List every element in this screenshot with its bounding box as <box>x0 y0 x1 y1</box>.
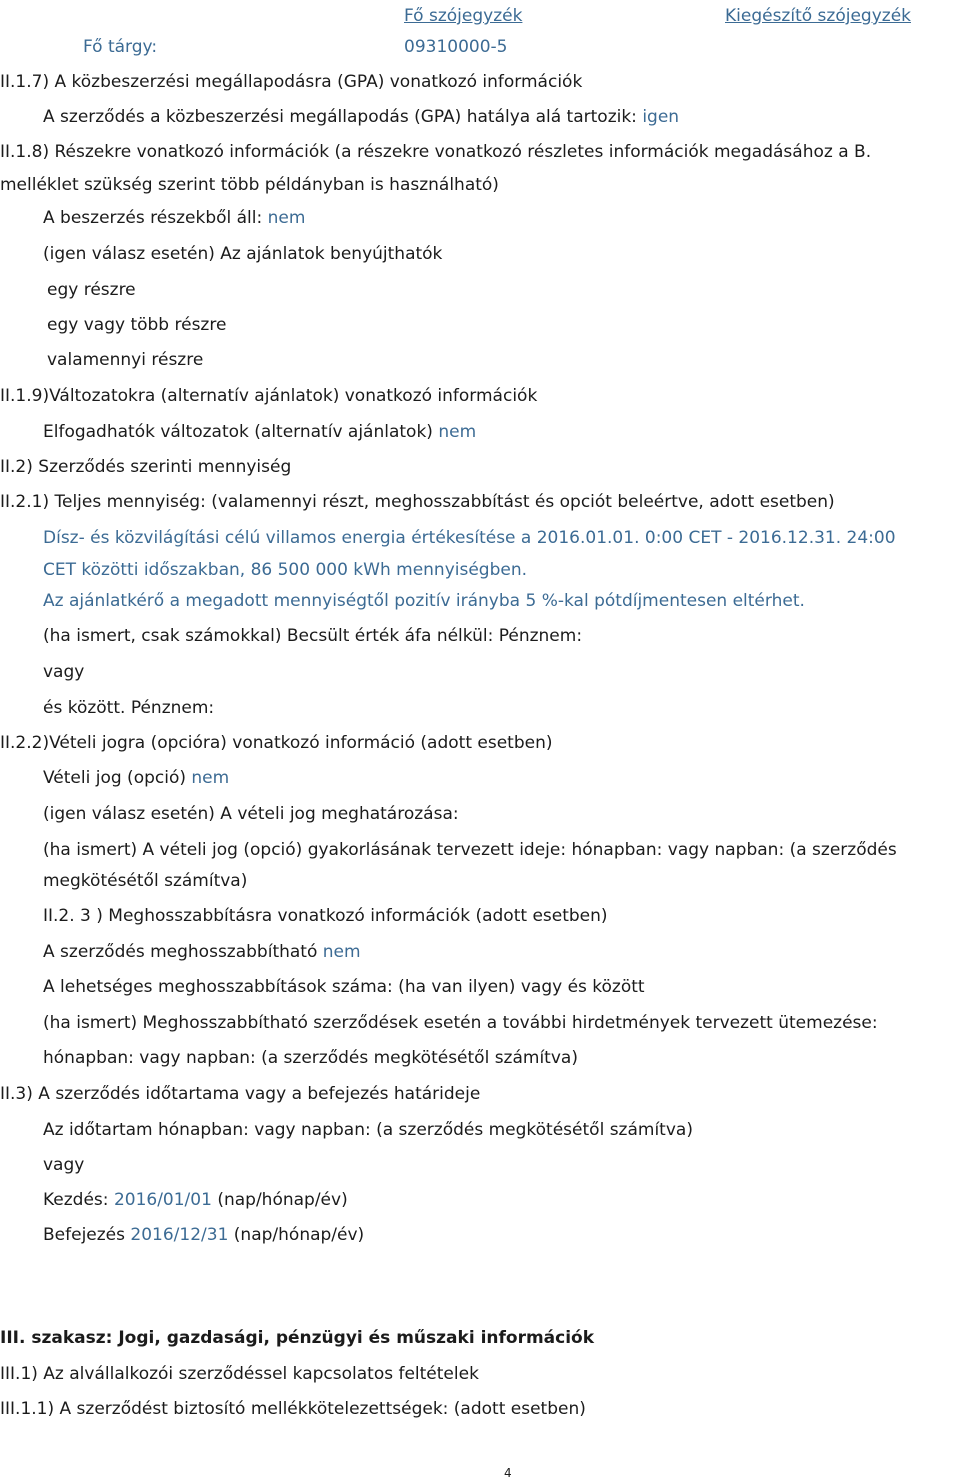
quantity-description-2: CET közötti időszakban, 86 500 000 kWh mennyiségben. <box>43 560 528 580</box>
section-ii-1-8-title-2: melléklet szükség szerint több példányban is használható) <box>0 175 499 195</box>
duration-line: Az időtartam hónapban: vagy napban: (a szerződés megkötésétől számítva) <box>43 1120 693 1140</box>
section-ii-1-8-title-1: II.1.8) Részekre vonatkozó információk (a részekre vonatkozó részletes információk megadásához a B. <box>0 142 872 162</box>
fo-targy-code: 09310000-5 <box>404 37 508 57</box>
end-label: Befejezés <box>43 1225 125 1245</box>
section-iii-title: III. szakasz: Jogi, gazdasági, pénzügyi és műszaki információk <box>0 1328 595 1348</box>
section-iii-1-title: III.1) Az alvállalkozói szerződéssel kapcsolatos feltételek <box>0 1364 479 1384</box>
section-ii-1-9-title: II.1.9)Változatokra (alternatív ajánlatok) vonatkozó információk <box>0 386 538 406</box>
start-format: (nap/hónap/év) <box>217 1190 348 1210</box>
section-ii-2-1-title: II.2.1) Teljes mennyiség: (valamennyi részt, meghosszabbítást és opciót beleértve, adott esetben) <box>0 492 835 512</box>
variants-line <box>43 421 476 443</box>
start-line <box>43 1189 348 1211</box>
gpa-line <box>43 106 679 128</box>
estimated-value: (ha ismert, csak számokkal) Becsült érték áfa nélkül: Pénznem: <box>43 626 583 646</box>
fo-targy-label: Fő tárgy: <box>83 37 158 57</box>
option-planned-1: (ha ismert) A vételi jog (opció) gyakorlásának tervezett ideje: hónapban: vagy napban: (a szerződés <box>43 840 897 860</box>
parts-option-3: valamennyi részre <box>47 350 204 370</box>
extension-line <box>43 941 361 963</box>
estimate-range: és között. Pénznem: <box>43 698 215 718</box>
option-label: Vételi jog (opció) <box>43 768 186 788</box>
parts-yes-case: (igen válasz esetén) Az ajánlatok benyújthatók <box>43 244 443 264</box>
gpa-label: A szerződés a közbeszerzési megállapodás (GPA) hatálya alá tartozik: <box>43 107 637 127</box>
variants-value: nem <box>438 422 477 442</box>
start-date: 2016/01/01 <box>113 1190 212 1210</box>
section-ii-2-2-title: II.2.2)Vételi jogra (opcióra) vonatkozó információ (adott esetben) <box>0 733 553 753</box>
quantity-description-3: Az ajánlatkérő a megadott mennyiségtől pozitív irányba 5 %-kal pótdíjmentesen eltérhet. <box>43 591 805 611</box>
end-date: 2016/12/31 <box>130 1225 229 1245</box>
section-ii-2-3-title: II.2. 3 ) Meghosszabbításra vonatkozó információk (adott esetben) <box>43 906 608 926</box>
option-yes-case: (igen válasz esetén) A vételi jog meghatározása: <box>43 804 459 824</box>
end-line <box>43 1224 364 1246</box>
parts-label: A beszerzés részekből áll: <box>43 208 263 228</box>
end-format: (nap/hónap/év) <box>233 1225 365 1245</box>
extension-months: hónapban: vagy napban: (a szerződés megkötésétől számítva) <box>43 1048 578 1068</box>
page-number: 4 <box>504 1466 512 1480</box>
option-value: nem <box>191 768 230 788</box>
section-iii-1-1-title: III.1.1) A szerződést biztosító mellékkötelezettségek: (adott esetben) <box>0 1399 586 1419</box>
variants-label: Elfogadhatók változatok (alternatív ajánlatok) <box>43 422 433 442</box>
parts-value: nem <box>267 208 306 228</box>
section-ii-3-title: II.3) A szerződés időtartama vagy a befejezés határideje <box>0 1084 481 1104</box>
extension-value: nem <box>322 942 361 962</box>
option-line <box>43 767 229 789</box>
kiegeszito-szojegyzek-link[interactable]: Kiegészítő szójegyzék <box>725 6 911 26</box>
parts-option-1: egy részre <box>47 280 136 300</box>
quantity-description-1: Dísz- és közvilágítási célú villamos energia értékesítése a 2016.01.01. 0:00 CET - 2016.12.31. 24:00 <box>43 528 896 548</box>
option-planned-2: megkötésétől számítva) <box>43 871 248 891</box>
extension-count: A lehetséges meghosszabbítások száma: (ha van ilyen) vagy és között <box>43 977 645 997</box>
parts-option-2: egy vagy több részre <box>47 315 227 335</box>
parts-line <box>43 207 305 229</box>
start-label: Kezdés: <box>43 1190 109 1210</box>
gpa-value: igen <box>642 107 680 127</box>
fo-szojegyzek-link[interactable]: Fő szójegyzék <box>404 6 523 26</box>
duration-vagy: vagy <box>43 1155 85 1175</box>
extension-schedule: (ha ismert) Meghosszabbítható szerződések esetén a további hirdetmények tervezett ütemezése: <box>43 1013 878 1033</box>
estimate-vagy: vagy <box>43 662 85 682</box>
section-ii-2-title: II.2) Szerződés szerinti mennyiség <box>0 457 292 477</box>
extension-label: A szerződés meghosszabbítható <box>43 942 318 962</box>
section-ii-1-7-title: II.1.7) A közbeszerzési megállapodásra (GPA) vonatkozó információk <box>0 72 583 92</box>
